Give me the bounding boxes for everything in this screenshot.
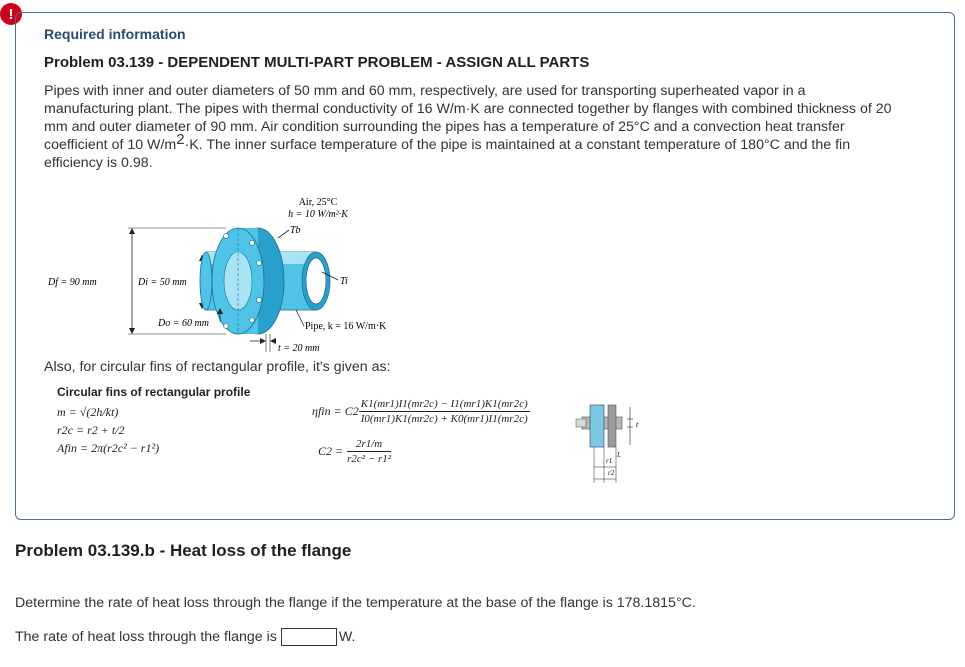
ti-label: Ti [340,276,348,287]
circular-fin-figure [570,395,660,485]
flange-pipe-figure [40,188,420,358]
required-information-heading: Required information [44,26,186,42]
fin-r1-label: r1 [606,457,613,465]
t-label: t = 20 mm [278,343,320,354]
df-label: Df = 90 mm [48,277,97,288]
heat-loss-answer-input[interactable] [281,628,337,646]
fin-l-label: L [617,451,621,459]
fin-equations-left [57,405,159,459]
eta-numerator: K1(mr1)I1(mr2c) − I1(mr1)K1(mr2c) [360,398,528,410]
alert-icon: ! [0,3,22,25]
do-label: Do = 60 mm [158,318,209,329]
answer-row [15,628,355,646]
eta-denominator: I0(mr1)K1(mr2c) + K0(mr1)I1(mr2c) [360,413,528,425]
eq-eta-fin [312,398,530,425]
fin-r2-label: r2 [608,469,615,477]
eq-m: m = √(2h/kt) [57,405,119,419]
di-label: Di = 50 mm [138,277,187,288]
eq-c2 [318,438,391,465]
tb-label: Tb [290,225,301,236]
eq-r2c: r2c = r2 + t/2 [57,423,125,437]
answer-label: The rate of heat loss through the flange is [15,629,277,645]
air-label: Air, 25°C [298,197,338,208]
eq-afin: Afin = 2π(r2c² − r1²) [57,441,160,455]
fin-t-label: t [636,420,639,429]
c2-denominator: r2c² − r1² [347,453,392,465]
part-title: Problem 03.139.b - Heat loss of the flange [15,541,352,560]
problem-title: Problem 03.139 - DEPENDENT MULTI-PART PROBLEM - ASSIGN ALL PARTS [44,54,590,71]
h-label: h = 10 W/m²·K [288,209,348,220]
fins-title: Circular fins of rectangular profile [57,385,251,399]
c2-lhs: C2 = [318,444,344,458]
eta-lhs: ηfin = C2 [312,404,359,418]
pipe-label: Pipe, k = 16 W/m·K [305,321,387,332]
answer-unit: W. [338,629,356,645]
question-text: Determine the rate of heat loss through the flange if the temperature at the base of the flange is 178.1815°C. [15,595,696,611]
also-text: Also, for circular fins of rectangular profile, it's given as: [44,359,391,375]
problem-statement: Pipes with inner and outer diameters of 50 mm and 60 mm, respectively, are used for transporting superheated vapor in a manufacturing plant. The pipes with thermal conductivity of 16 W/m·K are connected together by flanges with combined thickness of 20 mm and outer diameter of 90 mm. Air condition surrounding the pipes has a temperature of 25°C and a convection heat transfer coefficient of 10 $W/m^2\cdot K$. The inner surface temperature of the pipe is maintained at a constant temperature of 180°C and the fin efficiency is 0.98. [44,83,892,171]
c2-numerator: 2r1/m [347,438,391,452]
